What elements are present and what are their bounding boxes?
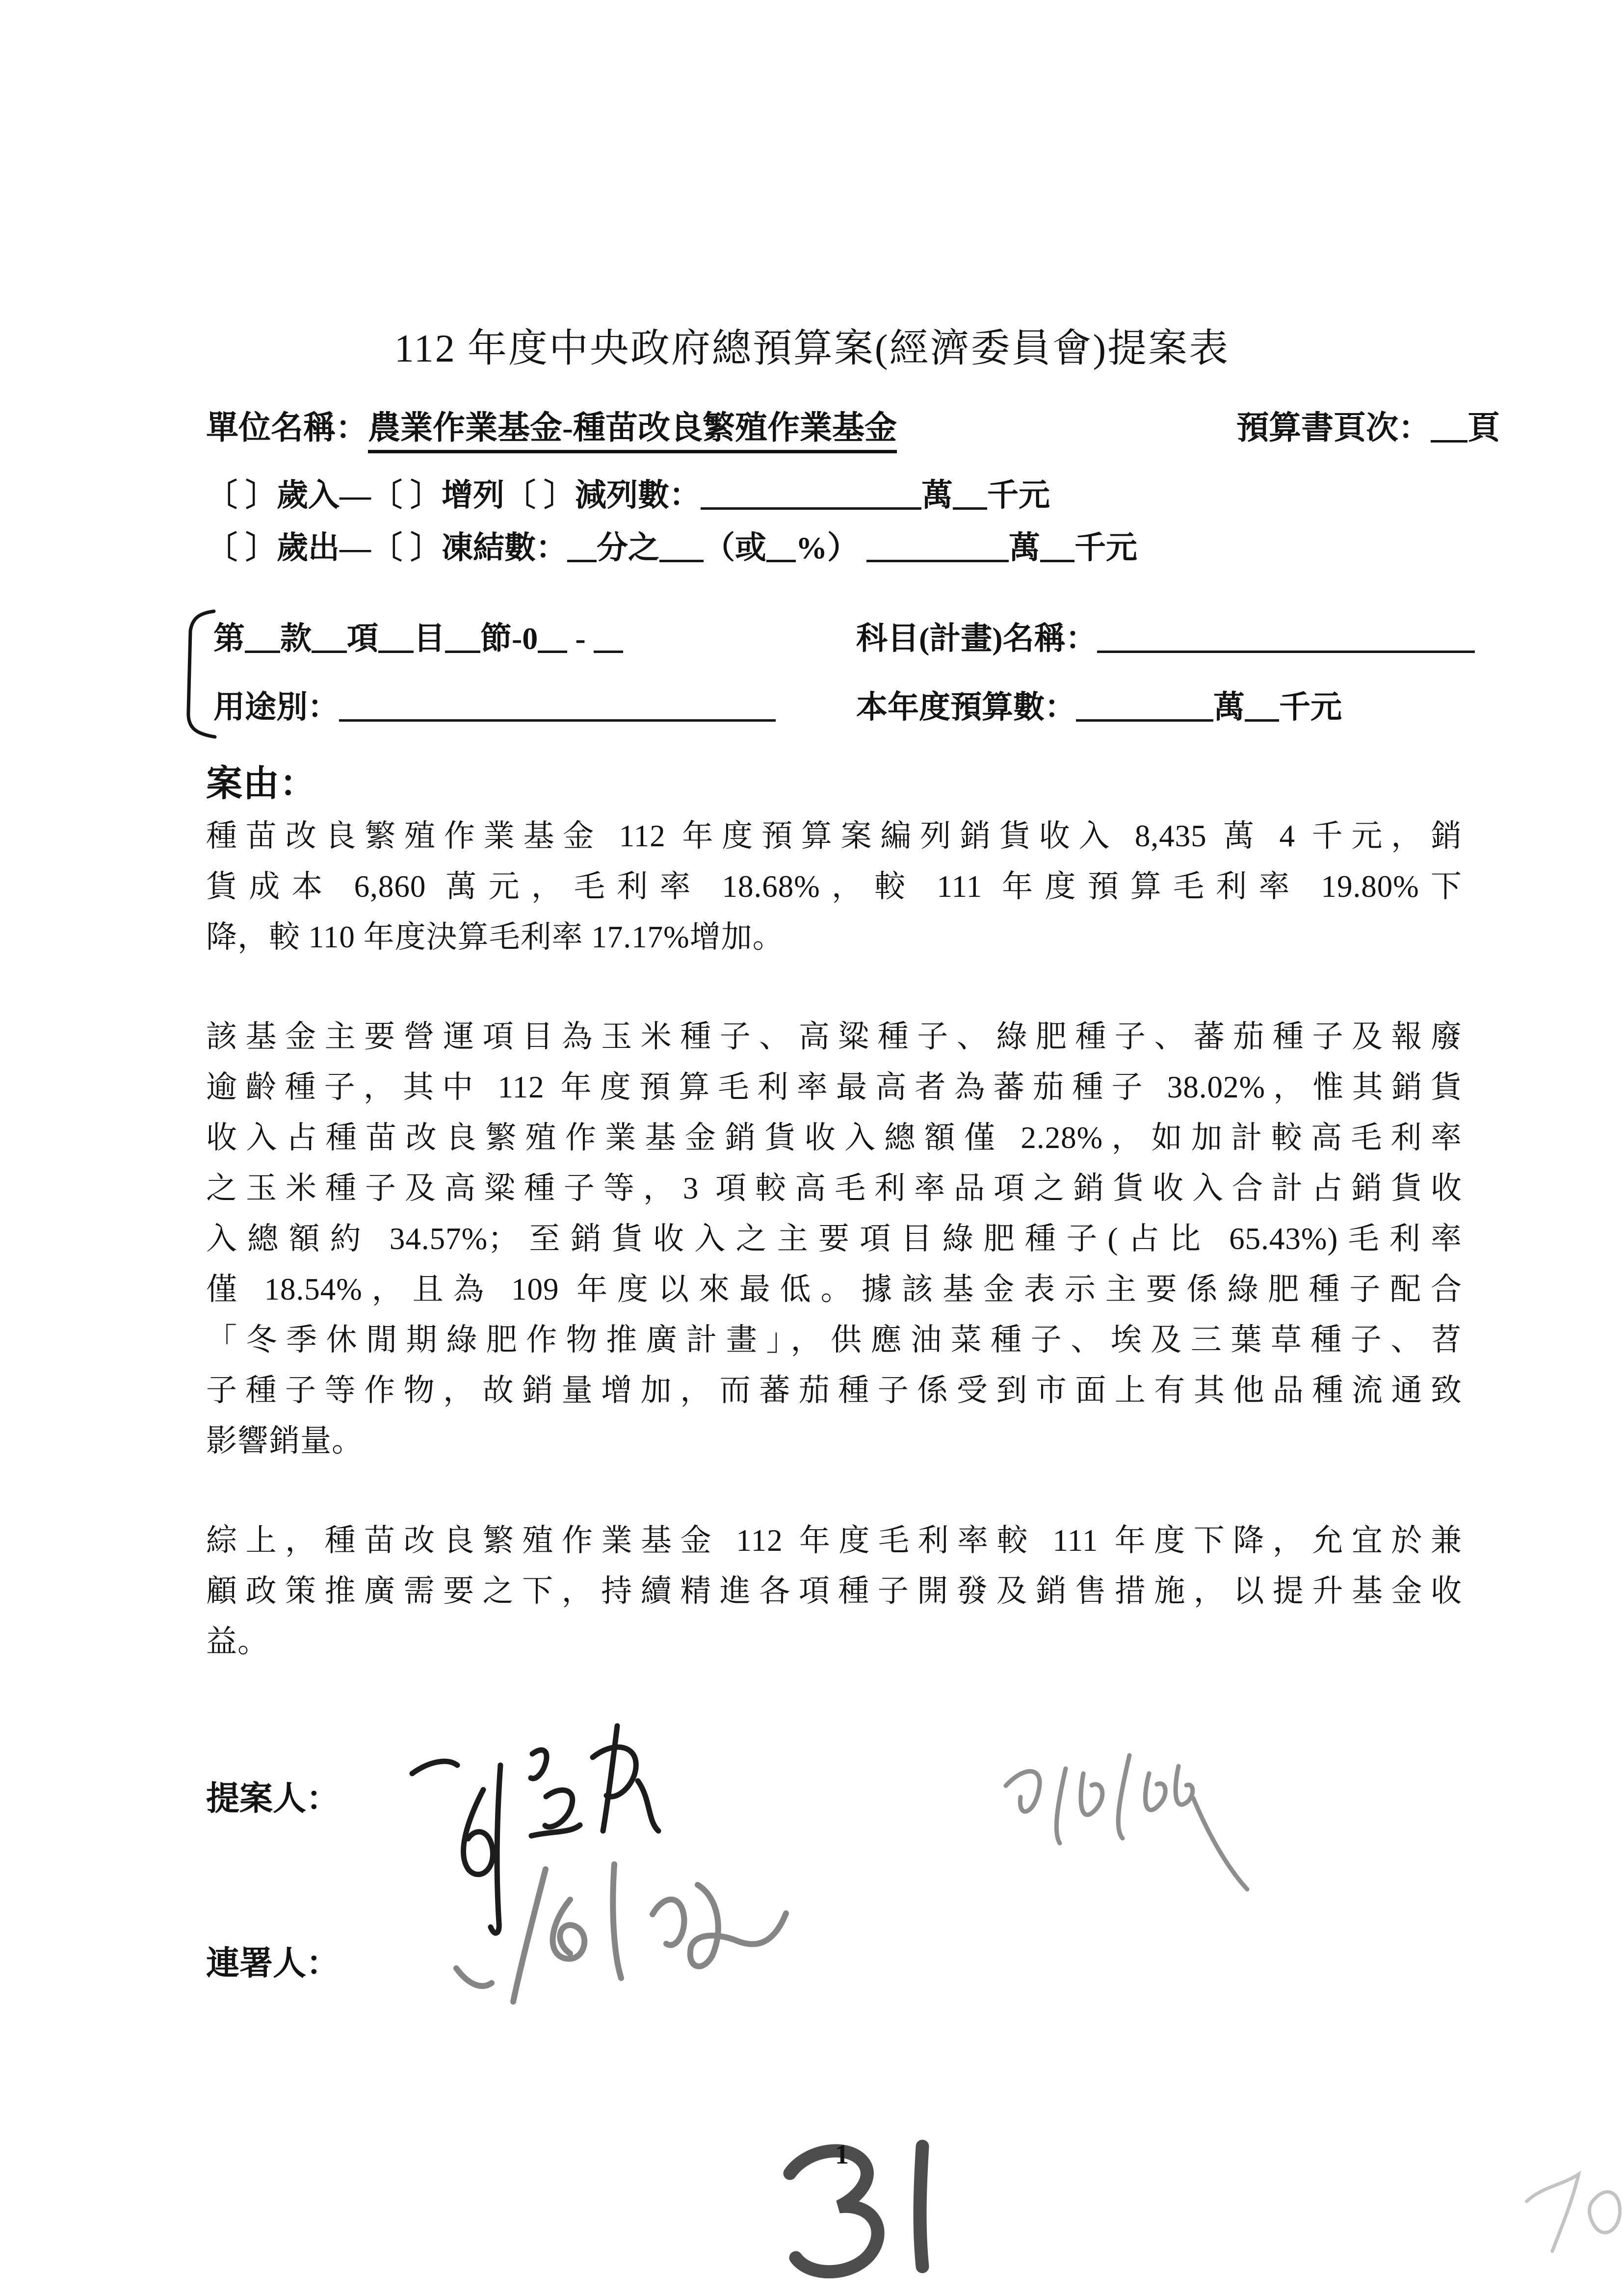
cosigner-signature <box>422 1854 805 2026</box>
outgo-row <box>206 522 1137 568</box>
blank-field <box>1431 410 1467 443</box>
blank-field <box>1245 690 1279 722</box>
blank-field <box>378 622 414 653</box>
printed-page-number: 1 <box>835 2139 849 2170</box>
outgo-unit-qian: 千元 <box>1074 530 1137 565</box>
blank-field <box>659 531 704 562</box>
item-kuan: 款 <box>280 621 312 656</box>
budget-amount-label: 本年度預算數： <box>856 690 1076 725</box>
proposer-label: 提案人： <box>206 1780 340 1817</box>
case-body <box>206 757 1462 1667</box>
paragraph-spacer <box>206 1466 1462 1515</box>
blank-field <box>445 622 480 653</box>
page-title: 112 年度中央政府總預算案(經濟委員會)提案表 <box>394 327 1230 370</box>
blank-field <box>567 531 597 562</box>
budget-page-unit: 頁 <box>1467 410 1500 446</box>
subject-row <box>856 613 1475 658</box>
paragraph-line: 種苗改良繁殖作業基金 112 年度預算案編列銷貨收入 8,435 萬 4 千元，銷 <box>206 819 1462 853</box>
outgo-huo: （或 <box>704 530 766 565</box>
outgo-lead: 〔 〕歲出—〔 〕凍結數： <box>206 530 567 565</box>
paragraph-line: 降，較 110 年度決算毛利率 17.17%增加。 <box>206 920 784 954</box>
budget-page-row <box>1236 401 1500 448</box>
paragraph-line: 僅 18.54%，且為 109 年度以來最低。據該基金表示主要係綠肥種子配合 <box>206 1272 1462 1306</box>
income-row <box>206 470 1050 515</box>
item-row <box>213 613 623 658</box>
budget-unit-qian: 千元 <box>1279 690 1342 725</box>
budget-amount-row <box>856 682 1342 727</box>
blank-field <box>538 622 567 653</box>
corner-number-70 <box>1508 2149 1624 2262</box>
outgo-fenzhi: 分之 <box>597 530 659 565</box>
blank-field <box>339 690 776 722</box>
paragraph-line: 該基金主要營運項目為玉米種子、高粱種子、綠肥種子、蕃茄種子及報廢 <box>206 1019 1462 1054</box>
blank-field <box>1040 531 1074 562</box>
paragraph-line: 逾齡種子，其中 112 年度預算毛利率最高者為蕃茄種子 38.02%，惟其銷貨 <box>206 1070 1463 1104</box>
handwritten-number-31 <box>751 2124 947 2281</box>
left-brace <box>171 607 216 740</box>
paragraph-line: 入總額約 34.57%；至銷貨收入之主要項目綠肥種子(占比 65.43%)毛利率 <box>206 1222 1462 1256</box>
subject-label: 科目(計畫)名稱： <box>856 621 1097 656</box>
cosigner-label: 連署人： <box>206 1945 340 1982</box>
blank-field <box>312 622 347 653</box>
paragraph-line: 顧政策推廣需要之下，持續精進各項種子開發及銷售措施，以提升基金收 <box>206 1574 1462 1608</box>
paragraph-line: 綜上，種苗改良繁殖作業基金 112 年度毛利率較 111 年度下降，允宜於兼 <box>206 1523 1462 1558</box>
paragraph-line: 「冬季休閒期綠肥作物推廣計畫」，供應油菜種子、埃及三葉草種子、苕 <box>206 1323 1462 1357</box>
item-dash: - <box>575 621 586 656</box>
proposer-signature-right <box>991 1739 1266 1896</box>
blank-field <box>1097 622 1475 653</box>
blank-field <box>1076 690 1213 722</box>
blank-field <box>953 478 987 510</box>
paragraph-line: 益。 <box>206 1624 269 1659</box>
paragraph-line: 貨成本 6,860 萬元，毛利率 18.68%，較 111 年度預算毛利率 19.80%下 <box>206 869 1462 904</box>
item-jie: 節-0 <box>480 621 538 656</box>
usage-label: 用途別： <box>213 690 339 725</box>
budget-page-label: 預算書頁次： <box>1236 410 1431 446</box>
unit-name-label: 單位名稱： <box>206 410 368 446</box>
item-xiang: 項 <box>347 621 378 656</box>
unit-name-row <box>206 401 897 448</box>
paragraph-line: 之玉米種子及高粱種子等，3 項較高毛利率品項之銷貨收入合計占銷貨收 <box>206 1171 1462 1205</box>
blank-field <box>245 622 280 653</box>
item-mu: 目 <box>414 621 445 656</box>
blank-field <box>866 531 1009 562</box>
outgo-unit-wan: 萬 <box>1009 530 1040 565</box>
item-di: 第 <box>213 621 245 656</box>
unit-name-value: 農業作業基金-種苗改良繁殖作業基金 <box>368 410 897 453</box>
paragraph-line: 收入占種苗改良繁殖作業基金銷貨收入總額僅 2.28%，如加計較高毛利率 <box>206 1121 1462 1155</box>
income-lead: 〔 〕歲入—〔 〕增列〔 〕減列數： <box>206 478 701 513</box>
paragraph-line: 子種子等作物，故銷量增加，而蕃茄種子係受到市面上有其他品種流通致 <box>206 1373 1462 1408</box>
paragraph-spacer <box>206 963 1462 1012</box>
income-unit-qian: 千元 <box>987 478 1050 513</box>
budget-unit-wan: 萬 <box>1213 690 1245 725</box>
blank-field <box>766 531 796 562</box>
case-heading: 案由： <box>206 764 316 804</box>
paragraph-line: 影響銷量。 <box>206 1424 363 1458</box>
usage-row <box>213 682 776 727</box>
income-unit-wan: 萬 <box>921 478 953 513</box>
blank-field <box>701 478 921 510</box>
blank-field <box>594 622 623 653</box>
outgo-pct: %） <box>796 530 859 565</box>
